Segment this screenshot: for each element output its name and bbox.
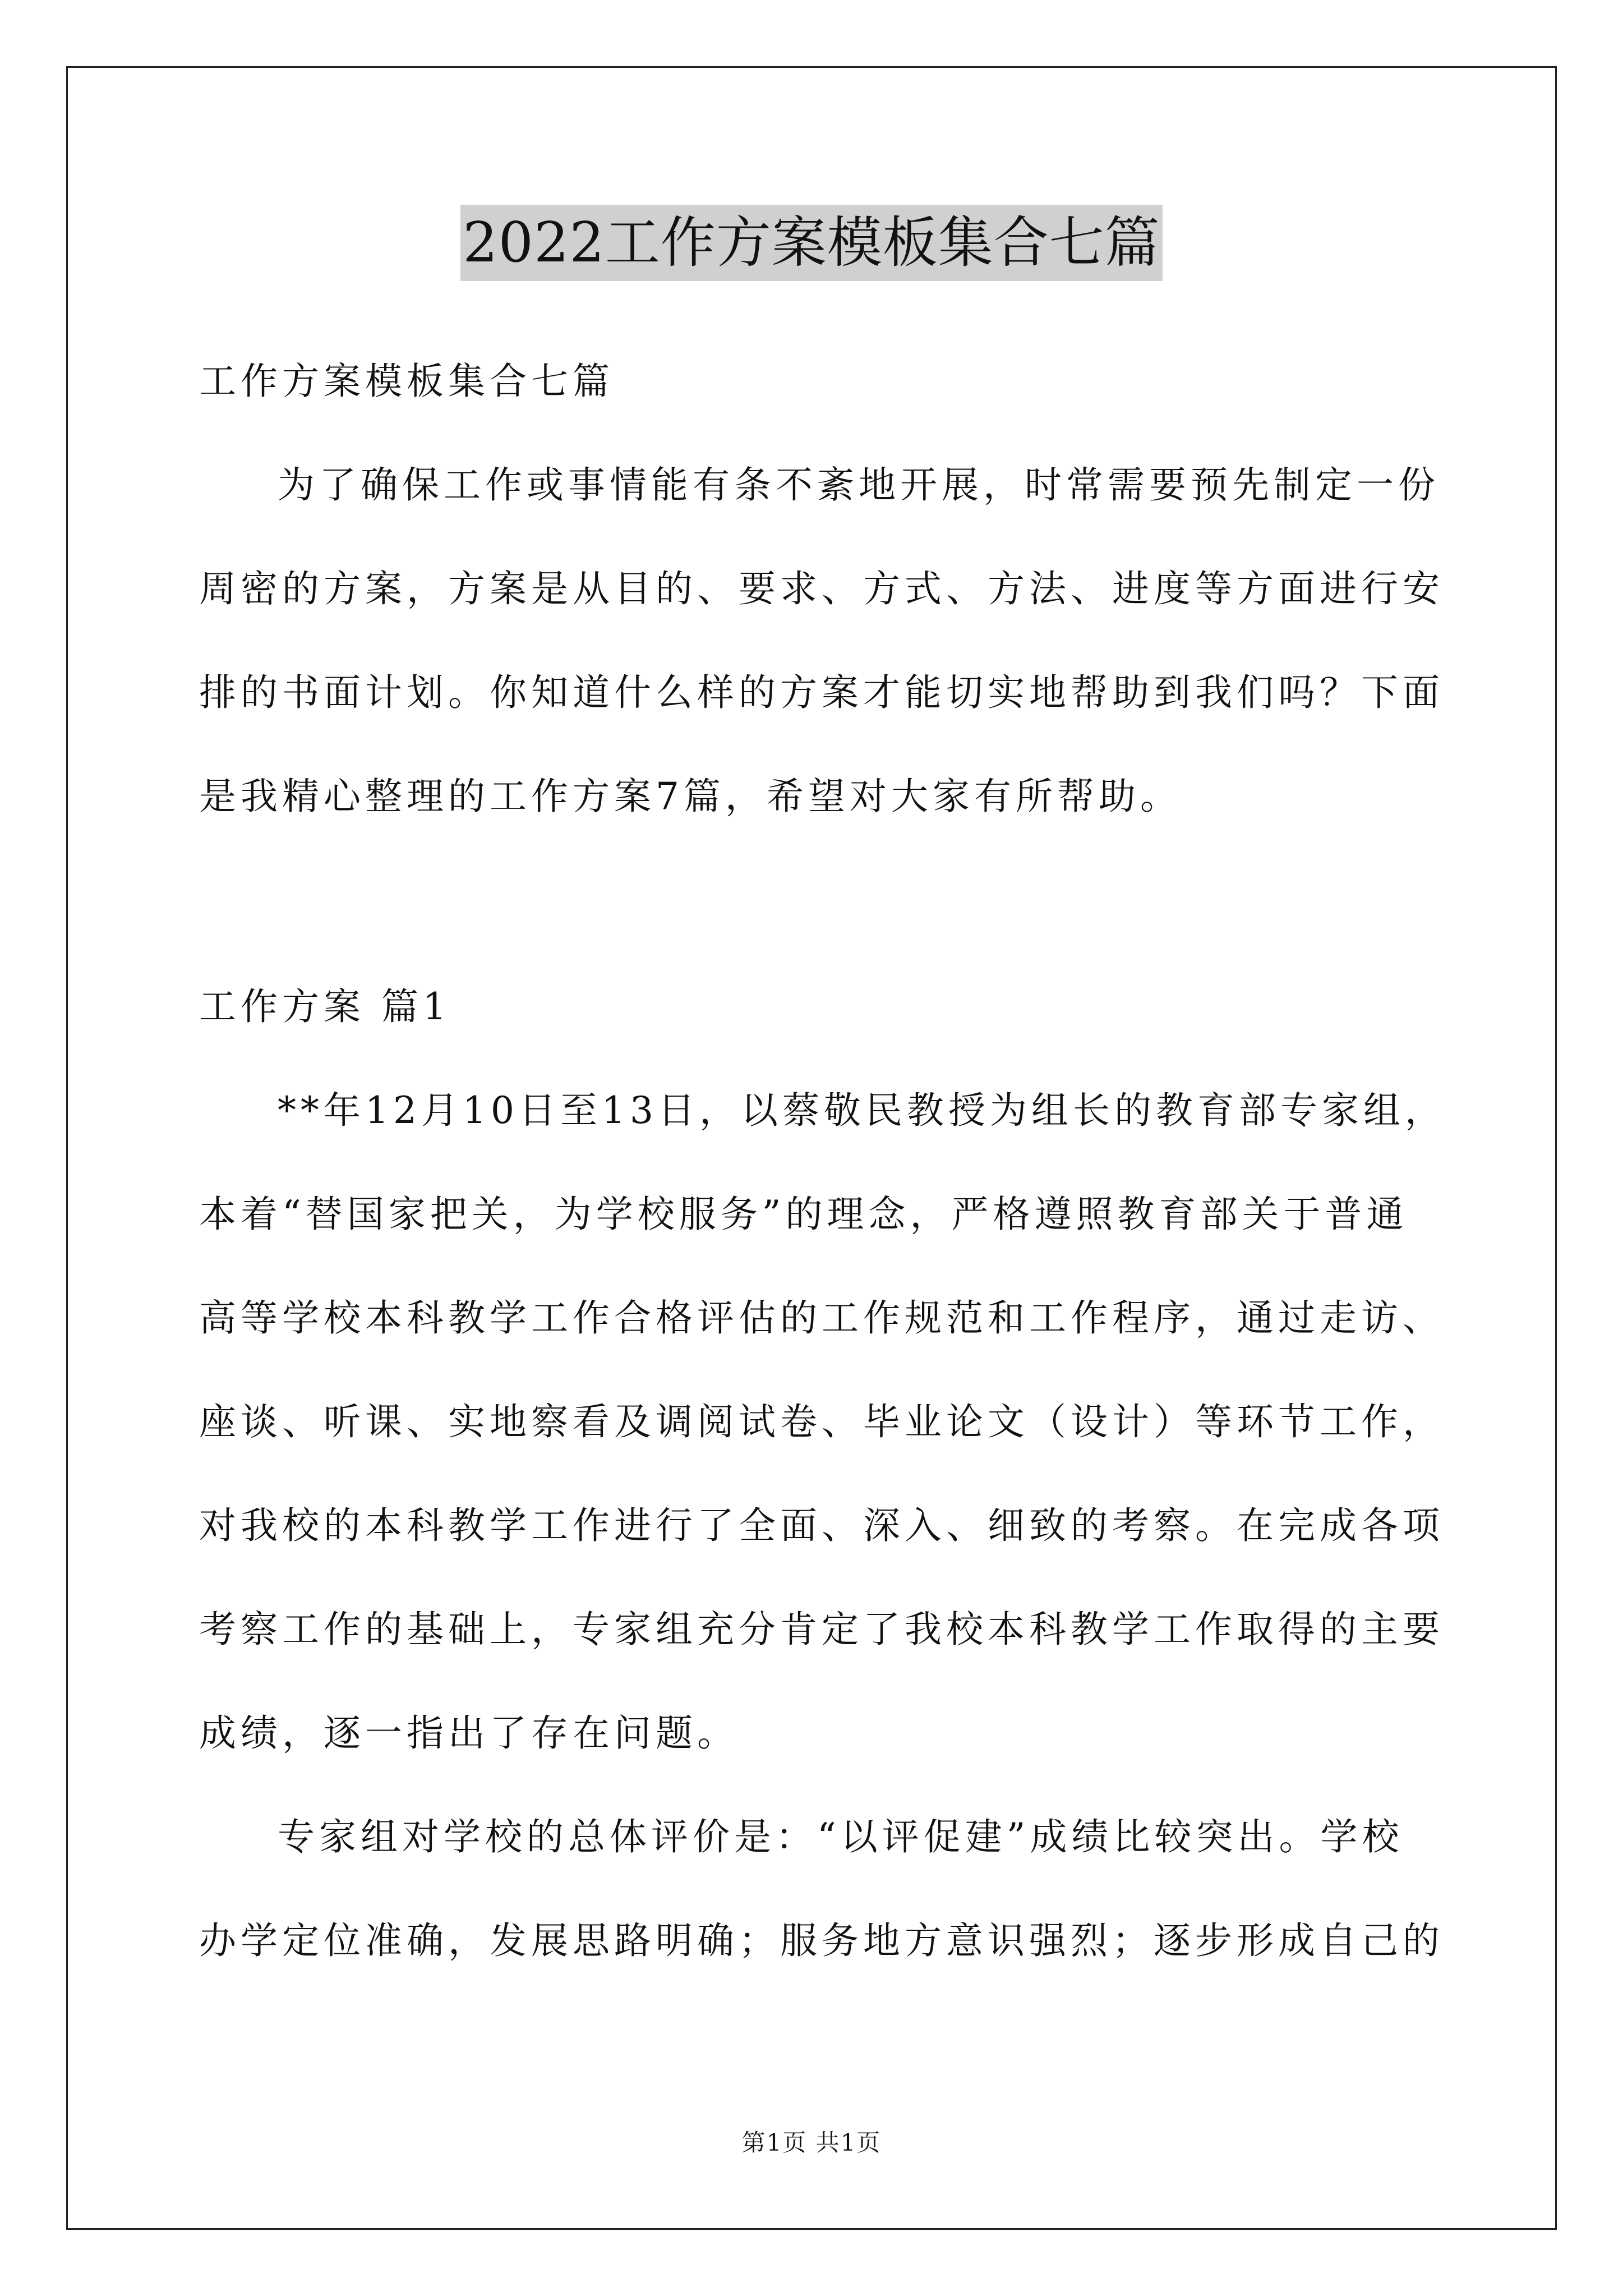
section-heading: 工作方案 篇1	[199, 985, 451, 1028]
paragraph-line: 对我校的本科教学工作进行了全面、深入、细致的考察。在完成各项	[199, 1504, 1444, 1547]
paragraph-line: 高等学校本科教学工作合格评估的工作规范和工作程序，通过走访、	[199, 1296, 1444, 1340]
document-title: 2022工作方案模板集合七篇	[460, 205, 1162, 281]
paragraph-line: 专家组对学校的总体评价是：“以评促建”成绩比较突出。学校	[278, 1815, 1404, 1858]
intro-line: 排的书面计划。你知道什么样的方案才能切实地帮助到我们吗？下面	[199, 671, 1444, 714]
document-subtitle: 工作方案模板集合七篇	[199, 360, 614, 403]
intro-line: 周密的方案，方案是从目的、要求、方式、方法、进度等方面进行安	[199, 567, 1444, 610]
paragraph-line: 成绩，逐一指出了存在问题。	[199, 1711, 739, 1755]
intro-line: 为了确保工作或事情能有条不紊地开展，时常需要预先制定一份	[278, 463, 1440, 507]
paragraph-line: 考察工作的基础上，专家组充分肯定了我校本科教学工作取得的主要	[199, 1608, 1444, 1651]
page-footer: 第1页 共1页	[741, 2129, 882, 2156]
paragraph-line: 座谈、听课、实地察看及调阅试卷、毕业论文（设计）等环节工作，	[199, 1400, 1444, 1443]
title-container	[0, 205, 1623, 281]
paragraph-line: 本着“替国家把关，为学校服务”的理念，严格遵照教育部关于普通	[199, 1193, 1408, 1236]
intro-line: 是我精心整理的工作方案7篇，希望对大家有所帮助。	[199, 775, 1182, 818]
paragraph-line: **年12月10日至13日，以蔡敬民教授为组长的教育部专家组，	[278, 1089, 1446, 1132]
paragraph-line: 办学定位准确，发展思路明确；服务地方意识强烈；逐步形成自己的	[199, 1919, 1444, 1962]
